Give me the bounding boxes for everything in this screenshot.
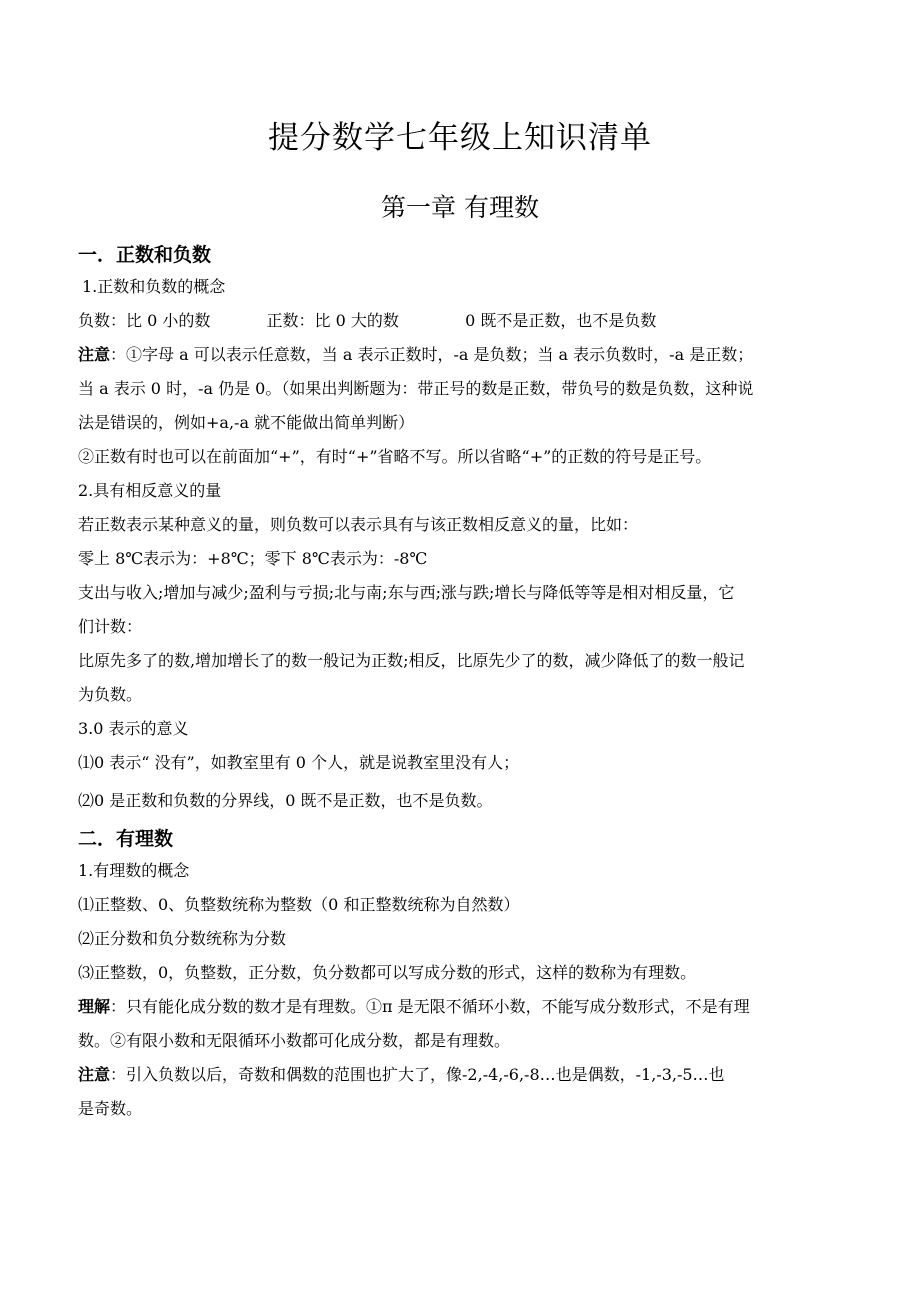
document-body <box>78 240 868 1126</box>
section-heading-1: 一．正数和负数 <box>78 244 212 266</box>
text-line: ⑶正整数，0，负整数，正分数，负分数都可以写成分数的形式，这样的数称为有理数。 <box>78 963 697 982</box>
definition-line <box>78 304 868 338</box>
text-line: 比原先多了的数,增加增长了的数一般记为正数;相反，比原先少了的数，减少降低了的数一般记 <box>78 651 745 670</box>
text-line: 零上 8℃表示为：+8℃；零下 8℃表示为：-8℃ <box>78 549 428 568</box>
text-line: ⑴正整数、0、负整数统称为整数（0 和正整数统称为自然数） <box>78 895 520 914</box>
note-text-line: 当 a 表示 0 时，-a 仍是 0。（如果出判断题为：带正号的数是正数，带负号的数是负数，这种说 <box>78 379 754 398</box>
text-line: 是奇数。 <box>78 1099 143 1118</box>
understand-text: ：只有能化成分数的数才是有理数。①π 是无限不循环小数，不能写成分数形式，不是有理 <box>110 997 750 1016</box>
negative-definition: 负数：比 0 小的数 <box>78 311 211 330</box>
subheading-concept: 1.正数和负数的概念 <box>82 277 226 296</box>
note-text: ：①字母 a 可以表示任意数，当 a 表示正数时，-a 是负数；当 a 表示负数时，-a 是正数； <box>110 345 754 364</box>
text-line: 们计数： <box>78 617 143 636</box>
text-line: 为负数。 <box>78 685 143 704</box>
text-line: ⑵0 是正数和负数的分界线，0 既不是正数，也不是负数。 <box>78 791 493 810</box>
text-line: ⑴0 表示“ 没有”，如教室里有 0 个人，就是说教室里没有人； <box>78 753 520 772</box>
note-label: 注意 <box>78 345 111 364</box>
text-line: 若正数表示某种意义的量，则负数可以表示具有与该正数相反意义的量，比如： <box>78 515 639 534</box>
understand-label: 理解 <box>78 997 111 1016</box>
note-text: ：引入负数以后，奇数和偶数的范围也扩大了，像-2,-4,-6,-8…也是偶数，-1,-3,-5…也 <box>110 1065 725 1084</box>
note-text-line: 法是错误的，例如+a,-a 就不能做出简单判断） <box>78 413 415 432</box>
document-title: 提分数学七年级上知识清单 <box>268 120 652 156</box>
subheading-opposite-quantities: 2.具有相反意义的量 <box>78 481 222 500</box>
zero-definition: 0 既不是正数，也不是负数 <box>465 311 657 330</box>
text-line: ⑵正分数和负分数统称为分数 <box>78 929 287 948</box>
note-paragraph-line <box>78 338 868 372</box>
note-label: 注意 <box>78 1065 111 1084</box>
text-line: 支出与收入;增加与减少;盈利与亏损;北与南;东与西;涨与跌;增长与降低等等是相对相反量，它 <box>78 583 735 602</box>
section-heading-2: 二．有理数 <box>78 828 174 850</box>
positive-definition: 正数：比 0 大的数 <box>266 311 399 330</box>
note-text-line: ②正数有时也可以在前面加“+”，有时“+”省略不写。所以省略“+”的正数的符号是正号。 <box>78 447 712 466</box>
text-line: 数。②有限小数和无限循环小数都可化成分数，都是有理数。 <box>78 1031 511 1050</box>
subheading-rational-concept: 1.有理数的概念 <box>78 861 190 880</box>
subheading-zero-meaning: 3.0 表示的意义 <box>78 719 189 738</box>
understand-paragraph-line <box>78 990 868 1024</box>
chapter-title: 第一章 有理数 <box>381 193 539 222</box>
note-paragraph-line <box>78 1058 868 1092</box>
